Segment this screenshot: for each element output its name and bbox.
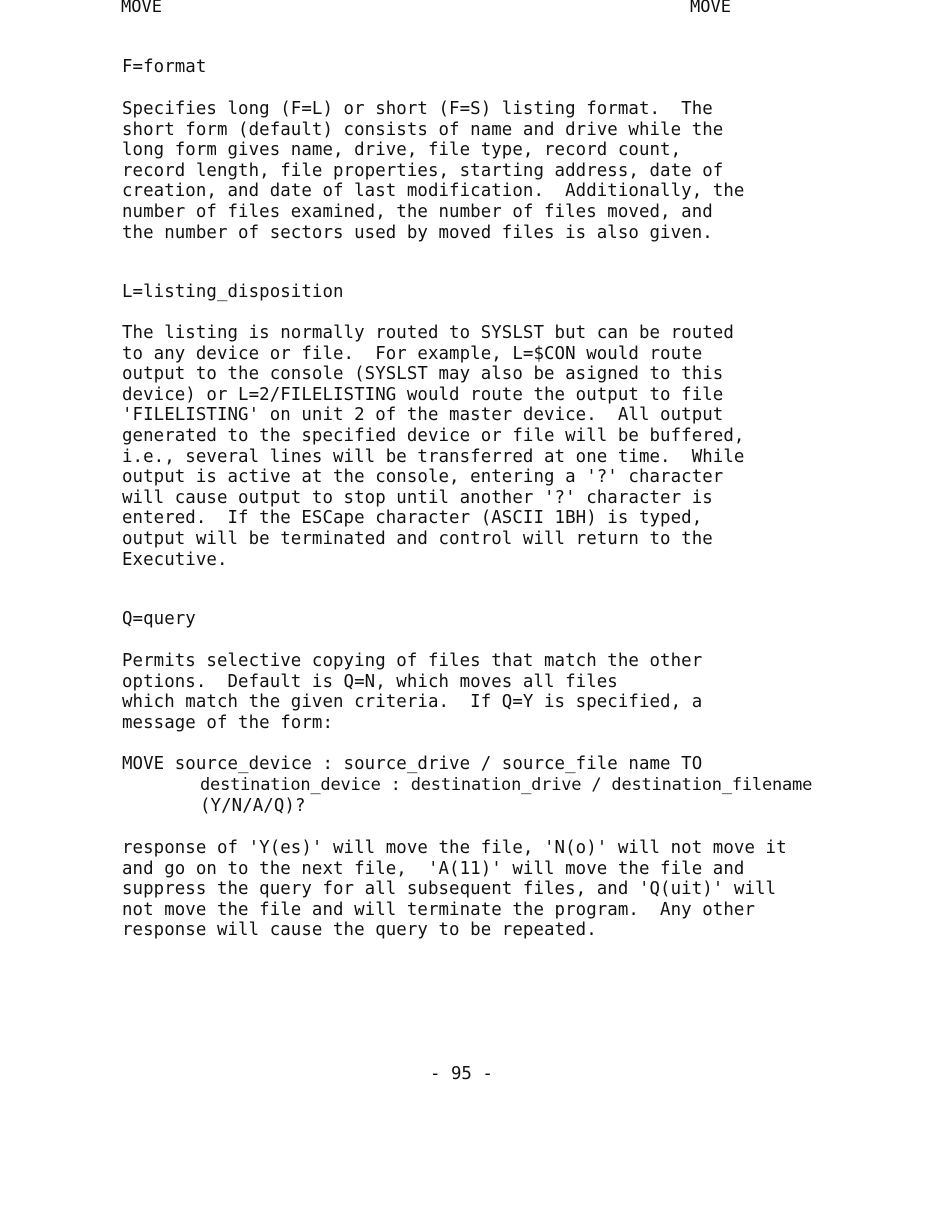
section-heading-listing: L=listing_disposition <box>122 282 344 302</box>
paragraph-line: the number of sectors used by moved files is also given. <box>122 222 713 243</box>
paragraph-line: and go on to the next file, 'A(11)' will move the file and <box>122 858 745 879</box>
paragraph-line: output to the console (SYSLST may also be asigned to this <box>122 364 724 385</box>
paragraph-line: entered. If the ESCape character (ASCII 1BH) is typed, <box>122 508 703 529</box>
paragraph-line: short form (default) consists of name and drive while the <box>122 119 724 140</box>
paragraph-line: which match the given criteria. If Q=Y is specified, a <box>122 692 703 713</box>
paragraph-line: generated to the specified device or file will be buffered, <box>122 426 745 446</box>
paragraph-line: options. Default is Q=N, which moves all files <box>122 671 618 692</box>
header-right-title: MOVE <box>690 0 731 17</box>
paragraph-line: i.e., several lines will be transferred at one time. While <box>122 446 745 467</box>
page-number: - 95 - <box>430 1064 493 1084</box>
paragraph-line: message of the form: <box>122 712 334 733</box>
section-heading-format: F=format <box>122 57 207 77</box>
paragraph-line: response of 'Y(es)' will move the file, 'N(o)' will not move it <box>122 838 787 858</box>
paragraph-line: The listing is normally routed to SYSLST but can be routed <box>122 323 734 343</box>
example-command-line: MOVE source_device : source_drive / source_file name TO <box>122 754 703 774</box>
paragraph-line: record length, file properties, starting address, date of <box>122 160 724 181</box>
paragraph-line: number of files examined, the number of files moved, and <box>122 202 713 222</box>
example-command-line: destination_device : destination_drive / destination_filename <box>200 775 813 795</box>
paragraph-line: long form gives name, drive, file type, record count, <box>122 140 682 161</box>
paragraph-line: not move the file and will terminate the program. Any other <box>122 899 756 920</box>
paragraph-line: Specifies long (F=L) or short (F=S) listing format. The <box>122 99 713 119</box>
paragraph-line: 'FILELISTING' on unit 2 of the master device. All output <box>122 405 724 426</box>
paragraph-line: output will be terminated and control will return to the <box>122 529 713 549</box>
example-command-line: (Y/N/A/Q)? <box>200 795 306 816</box>
section-heading-query: Q=query <box>122 609 196 629</box>
paragraph-line: to any device or file. For example, L=$CON would route <box>122 343 703 364</box>
paragraph-line: will cause output to stop until another '?' character is <box>122 487 713 508</box>
header-left-title: MOVE <box>121 0 162 17</box>
paragraph-line: output is active at the console, entering a '?' character <box>122 467 724 488</box>
paragraph-line: Permits selective copying of files that match the other <box>122 651 703 671</box>
paragraph-line: device) or L=2/FILELISTING would route the output to file <box>122 384 724 405</box>
paragraph-line: creation, and date of last modification. Additionally, the <box>122 181 745 202</box>
paragraph-line: suppress the query for all subsequent files, and 'Q(uit)' will <box>122 879 777 900</box>
paragraph-line: response will cause the query to be repeated. <box>122 920 597 941</box>
paragraph-line: Executive. <box>122 549 228 570</box>
